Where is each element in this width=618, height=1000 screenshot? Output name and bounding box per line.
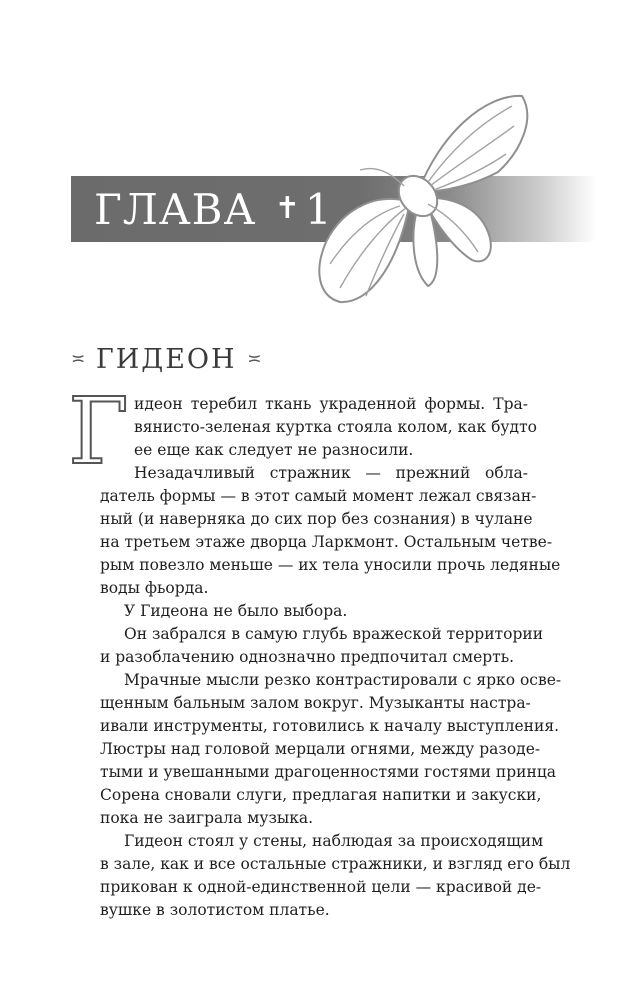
text-line: идеон теребил ткань украденной формы. Тра- <box>134 395 528 413</box>
chapter-title <box>94 186 333 233</box>
text-line: Люстры над головой мерцали огнями, между разоде- <box>100 740 541 758</box>
text-line: ный (и наверняка до сих пор без сознания) в чулане <box>100 510 533 528</box>
chapter-label: ГЛАВА <box>94 185 257 234</box>
text-line: Незадачливый стражник — прежний обла- <box>134 464 528 482</box>
chapter-number: 1 <box>304 185 333 234</box>
text-line: вянисто-зеленая куртка стояла колом, как будто <box>134 418 538 436</box>
text-line: Сорена сновали слуги, предлагая напитки и закуски, <box>100 786 542 804</box>
text-line: прикован к одной-единственной цели — красивой де- <box>100 878 542 896</box>
text-line: вушке в золотистом платье. <box>100 901 330 919</box>
pov-heading <box>71 344 261 375</box>
right-ornament-icon: ≍ <box>247 349 262 369</box>
text-line: воды фьорда. <box>100 579 209 597</box>
moth-illustration <box>300 74 540 314</box>
left-ornament-icon: ≍ <box>71 349 86 369</box>
text-line: Гидеон стоял у стены, наблюдая за происходящим <box>124 832 544 850</box>
text-line: рым повезло меньше — их тела уносили прочь ледяные <box>100 556 561 574</box>
text-line: и разоблачению однозначно предпочитал смерть. <box>100 648 515 666</box>
cross-ornament-icon: ✝ <box>274 191 301 226</box>
text-line: У Гидеона не было выбора. <box>124 602 348 620</box>
text-line: Мрачные мысли резко контрастировали с ярко осве- <box>124 671 562 689</box>
text-line: ее еще как следует не разносили. <box>134 441 414 459</box>
text-line: пока не заиграла музыка. <box>100 809 314 827</box>
text-line: Он забрался в самую глубь вражеской территории <box>124 625 544 643</box>
text-line: датель формы — в этот самый момент лежал связан- <box>100 487 537 505</box>
drop-cap: Г <box>68 378 129 485</box>
pov-name: ГИДЕОН <box>95 344 237 375</box>
text-line: ивали инструменты, готовились к началу выступления. <box>100 717 560 735</box>
text-line: тыми и увешанными драгоценностями гостями принца <box>100 763 557 781</box>
text-line: на третьем этаже дворца Ларкмонт. Остальным четве- <box>100 533 553 551</box>
text-line: щенным бальным залом вокруг. Музыканты настра- <box>100 694 531 712</box>
text-line: в зале, как и все остальные стражники, и взгляд его был <box>100 855 571 873</box>
